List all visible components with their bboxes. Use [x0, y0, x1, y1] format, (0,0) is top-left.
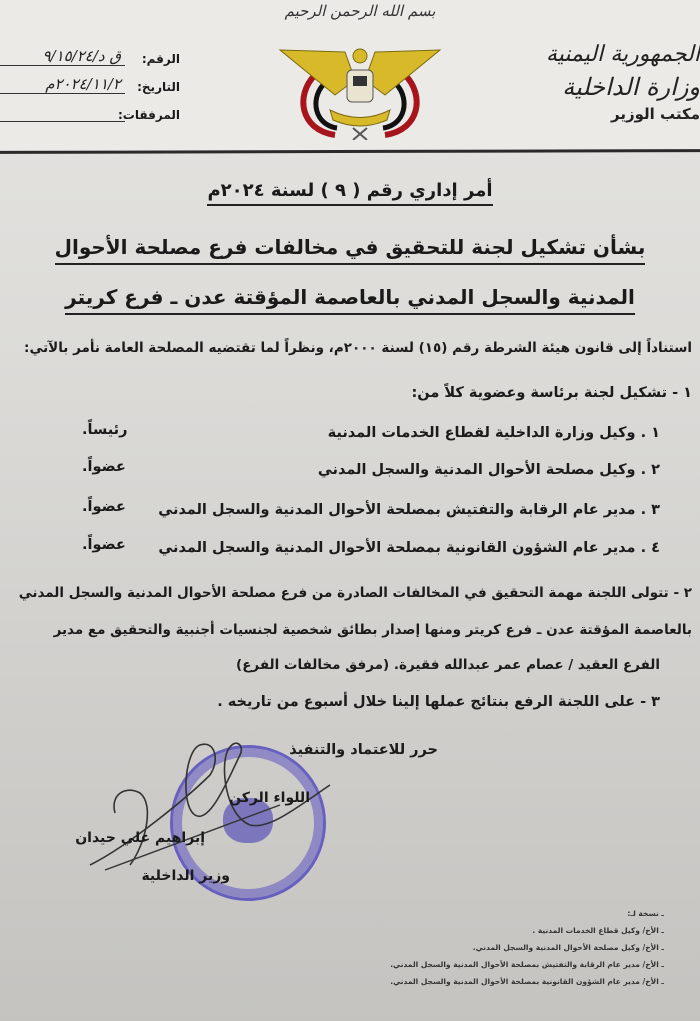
copy-recipient-3: ـ الأخ/ مدير عام الرقابة والتفتيش بمصلحة الأحوال المدنية والسجل المدني.: [390, 960, 664, 969]
clause-1-intro: ١ - تشكيل لجنة برئاسة وعضوية كلاً من:: [411, 385, 692, 401]
letterhead: [0, 0, 700, 152]
member-1-role: رئيساً.: [82, 422, 128, 438]
clause-2-line-3: الفرع العقيد / عصام عمر عبدالله فقيرة. (مرفق مخالفات الفرع): [236, 657, 660, 673]
ministry-of-interior: وزارة الداخلية: [562, 73, 700, 101]
member-3: ٣ . مدير عام الرقابة والتفتيش بمصلحة الأحوال المدنية والسجل المدني: [158, 502, 660, 518]
attachments-value: [0, 121, 125, 122]
clause-2-line-1: ٢ - تتولى اللجنة مهمة التحقيق في المخالفات الصادرة من فرع مصلحة الأحوال المدنية والسجل المدني: [18, 585, 692, 601]
order-title-text: أمر إداري رقم ( ٩ ) لسنة ٢٠٢٤م: [207, 180, 492, 206]
reference-number-row: [0, 38, 200, 66]
republic-name: الجمهورية اليمنية: [545, 42, 700, 67]
preamble: استناداً إلى قانون هيئة الشرطة رقم (١٥) لسنة ٢٠٠٠م، ونظراً لما تقتضيه المصلحة العامة نأمر بالآتي:: [24, 340, 692, 356]
order-subject-line-1: [0, 235, 700, 259]
signatory-name: إبراهيم علي حيدان: [75, 830, 205, 846]
copy-recipient-4: ـ الأخ/ مدير عام الشؤون القانونية بمصلحة الأحوال المدنية والسجل المدني.: [390, 977, 664, 986]
order-title: [0, 180, 700, 201]
order-subject-line-2: [0, 285, 700, 309]
reference-number-label: الرقم:: [141, 52, 180, 66]
header-divider: [0, 149, 700, 154]
member-1: ١ . وكيل وزارة الداخلية لقطاع الخدمات المدنية: [327, 425, 660, 441]
handwritten-signature-icon: [70, 735, 450, 905]
date-label: التاريخ:: [137, 80, 180, 94]
copy-recipient-2: ـ الأخ/ وكيل مصلحة الأحوال المدنية والسجل المدني.: [472, 943, 664, 952]
copies-header: ـ نسخة لـ:: [627, 909, 664, 918]
date-value: ٢٠٢٤/١١/٢م: [0, 75, 125, 94]
signatory-rank: اللواء الركن: [229, 790, 310, 806]
subject-line-2-text: المدنية والسجل المدني بالعاصمة المؤقتة عدن ـ فرع كريتر: [65, 285, 635, 315]
signatory-title: وزير الداخلية: [141, 868, 230, 884]
member-2: ٢ . وكيل مصلحة الأحوال المدنية والسجل المدني: [317, 462, 660, 478]
member-3-role: عضواً.: [82, 499, 126, 515]
attachments-label: المرفقات:: [118, 108, 180, 122]
member-4-role: عضواً.: [82, 537, 126, 553]
clause-3: ٣ - على اللجنة الرفع بنتائج عملها إلينا خلال أسبوع من تاريخه .: [217, 694, 660, 710]
date-row: [0, 66, 200, 94]
clause-2-line-2: بالعاصمة المؤقتة عدن ـ فرع كريتر ومنها إصدار بطائق شخصية لجنسيات أجنبية والتحقيق مع مدير: [53, 622, 692, 638]
member-2-role: عضواً.: [82, 459, 126, 475]
basmala: بسم الله الرحمن الرحيم: [284, 2, 436, 20]
minister-office: مكتب الوزير: [610, 105, 700, 123]
subject-line-1-text: بشأن تشكيل لجنة للتحقيق في مخالفات فرع مصلحة الأحوال: [55, 235, 646, 265]
closing-statement: حرر للاعتماد والتنفيذ: [289, 742, 438, 758]
yemen-eagle-emblem-icon: [275, 40, 445, 140]
copy-recipient-1: ـ الأخ/ وكيل قطاع الخدمات المدنية .: [532, 926, 664, 935]
reference-number-value: ق د/٩/١٥/٢٤: [0, 47, 125, 66]
member-4: ٤ . مدير عام الشؤون القانونية بمصلحة الأحوال المدنية والسجل المدني: [158, 540, 660, 556]
reference-block: [0, 38, 200, 122]
ministry-name: [546, 40, 700, 124]
attachments-row: [0, 94, 200, 122]
copies-list: [390, 905, 664, 990]
